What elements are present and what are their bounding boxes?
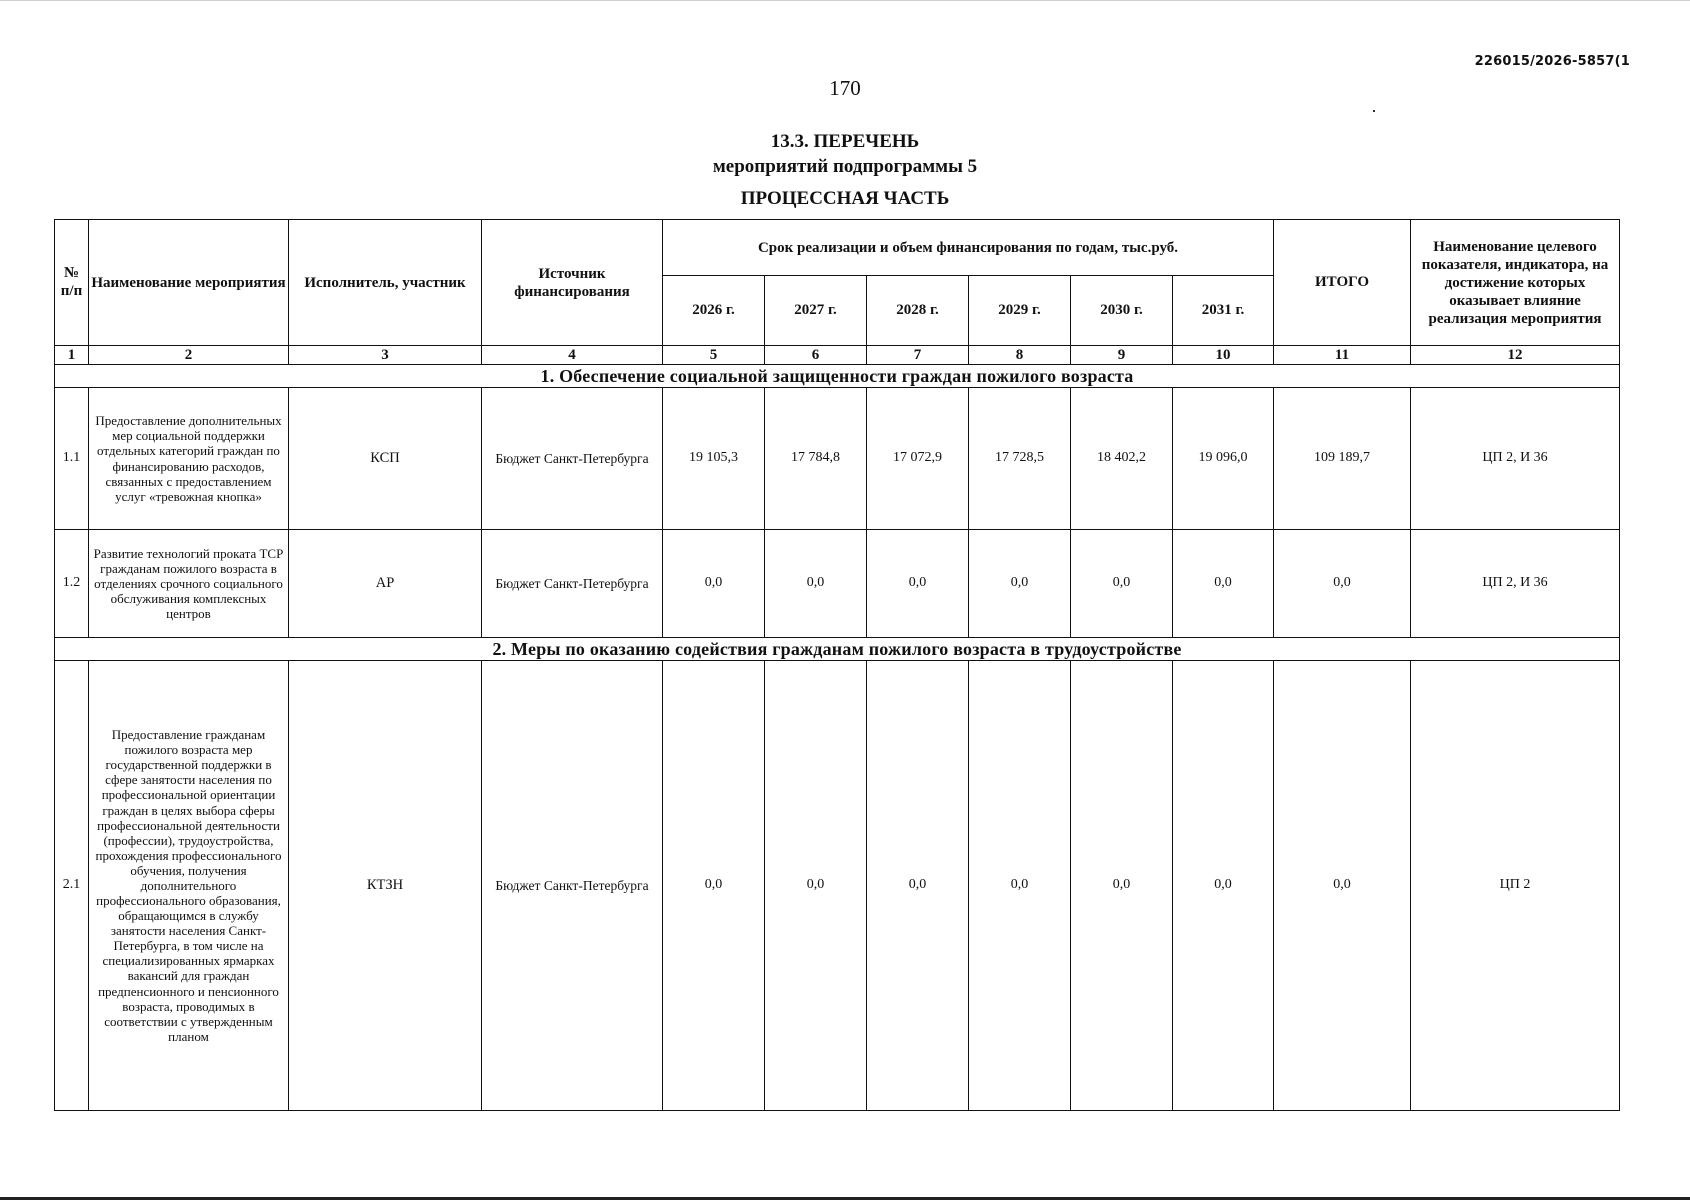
funding-source: Бюджет Санкт-Петербурга <box>482 661 663 1111</box>
value-2030: 0,0 <box>1071 661 1173 1111</box>
document-title: 13.3. ПЕРЕЧЕНЬ <box>770 131 920 152</box>
total-value: 109 189,7 <box>1274 388 1411 530</box>
value-2030: 18 402,2 <box>1071 388 1173 530</box>
value-2031: 0,0 <box>1173 661 1274 1111</box>
executor: КСП <box>289 388 482 530</box>
executor: АР <box>289 530 482 638</box>
measures-table <box>54 219 1620 1111</box>
measure-name: Развитие технологий проката ТСР гражданам пожилого возраста в отделениях срочного социального обслуживания комплексных центров <box>89 530 289 638</box>
funding-source: Бюджет Санкт-Петербурга <box>482 388 663 530</box>
measure-name: Предоставление дополнительных мер социальной поддержки отдельных категорий граждан по финансированию расходов, связанных с предоставлением услуг «тревожная кнопка» <box>89 388 289 530</box>
header-year: 2028 г. <box>867 276 969 346</box>
header-year: 2029 г. <box>969 276 1071 346</box>
column-number-row <box>55 346 1620 365</box>
column-number: 9 <box>1071 346 1173 365</box>
indicator-value: ЦП 2, И 36 <box>1411 530 1620 638</box>
table-row <box>55 530 1620 638</box>
document-subtitle: мероприятий подпрограммы 5 <box>712 156 978 177</box>
column-number: 5 <box>663 346 765 365</box>
document-part-title: ПРОЦЕССНАЯ ЧАСТЬ <box>740 188 950 209</box>
header-year: 2027 г. <box>765 276 867 346</box>
value-2028: 17 072,9 <box>867 388 969 530</box>
header-row-1 <box>55 220 1620 276</box>
header-executor: Исполнитель, участник <box>289 220 482 346</box>
column-number: 7 <box>867 346 969 365</box>
value-2029: 0,0 <box>969 661 1071 1111</box>
row-number: 1.2 <box>55 530 89 638</box>
header-total: ИТОГО <box>1274 220 1411 346</box>
value-2027: 0,0 <box>765 661 867 1111</box>
total-value: 0,0 <box>1274 661 1411 1111</box>
value-2027: 17 784,8 <box>765 388 867 530</box>
header-year: 2031 г. <box>1173 276 1274 346</box>
header-num: № п/п <box>55 220 89 346</box>
section-title: 2. Меры по оказанию содействия гражданам пожилого возраста в трудоустройстве <box>55 638 1620 661</box>
indicator-value: ЦП 2 <box>1411 661 1620 1111</box>
value-2031: 19 096,0 <box>1173 388 1274 530</box>
column-number: 10 <box>1173 346 1274 365</box>
section-row <box>55 365 1620 388</box>
header-period: Срок реализации и объем финансирования по годам, тыс.руб. <box>663 220 1274 276</box>
column-number: 11 <box>1274 346 1411 365</box>
table-row <box>55 661 1620 1111</box>
column-number: 4 <box>482 346 663 365</box>
indicator-value: ЦП 2, И 36 <box>1411 388 1620 530</box>
row-number: 2.1 <box>55 661 89 1111</box>
row-number: 1.1 <box>55 388 89 530</box>
header-year: 2030 г. <box>1071 276 1173 346</box>
measure-name: Предоставление гражданам пожилого возраста мер государственной поддержки в сфере занятости населения по профессиональной ориентации граждан в целях выбора сферы профессиональной деятельности (профессии), трудоустройства, прохождения профессионального обучения, получения дополнительного профессионального образования, обращающимся в службу занятости населения Санкт-Петербурга, в том числе на специализированных ярмарках вакансий для граждан предпенсионного и пенсионного возраста, проводимых в соответствии с утвержденным планом <box>89 661 289 1111</box>
section-row <box>55 638 1620 661</box>
page-number: 170 <box>829 76 861 100</box>
column-number: 3 <box>289 346 482 365</box>
column-number: 6 <box>765 346 867 365</box>
header-name: Наименование мероприятия <box>89 220 289 346</box>
scan-speck <box>1373 110 1375 112</box>
column-number: 8 <box>969 346 1071 365</box>
funding-source: Бюджет Санкт-Петербурга <box>482 530 663 638</box>
value-2027: 0,0 <box>765 530 867 638</box>
header-year: 2026 г. <box>663 276 765 346</box>
column-number: 2 <box>89 346 289 365</box>
total-value: 0,0 <box>1274 530 1411 638</box>
table-row <box>55 388 1620 530</box>
value-2026: 0,0 <box>663 530 765 638</box>
column-number: 1 <box>55 346 89 365</box>
section-title: 1. Обеспечение социальной защищенности граждан пожилого возраста <box>55 365 1620 388</box>
header-indicator: Наименование целевого показателя, индикатора, на достижение которых оказывает влияние реализация мероприятия <box>1411 220 1620 346</box>
value-2026: 0,0 <box>663 661 765 1111</box>
value-2028: 0,0 <box>867 661 969 1111</box>
value-2030: 0,0 <box>1071 530 1173 638</box>
value-2026: 19 105,3 <box>663 388 765 530</box>
document-registration-number: 226015/2026-5857(1 <box>1474 54 1630 69</box>
value-2029: 0,0 <box>969 530 1071 638</box>
value-2031: 0,0 <box>1173 530 1274 638</box>
executor: КТЗН <box>289 661 482 1111</box>
column-number: 12 <box>1411 346 1620 365</box>
value-2029: 17 728,5 <box>969 388 1071 530</box>
header-source: Источник финансирования <box>482 220 663 346</box>
value-2028: 0,0 <box>867 530 969 638</box>
